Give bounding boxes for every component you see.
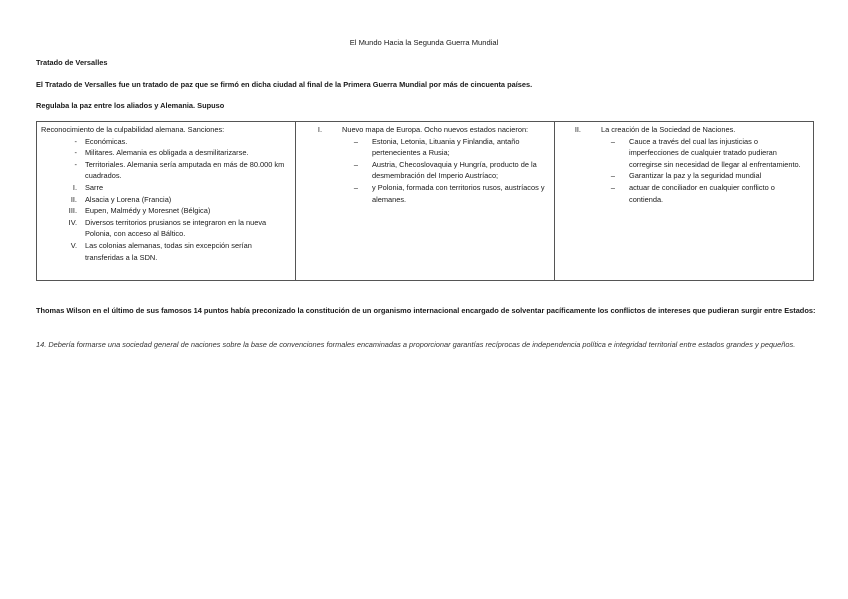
- new-map-heading: Nuevo mapa de Europa. Ocho nuevos estados nacieron:: [342, 125, 529, 134]
- list-item: – Garantizar la paz y la seguridad mundial: [559, 170, 809, 182]
- league-heading: La creación de la Sociedad de Naciones.: [601, 125, 736, 134]
- list-item: – actuar de conciliador en cualquier conflicto o contienda.: [559, 182, 809, 205]
- new-map-heading-row: [300, 124, 550, 136]
- roman-marker: II.: [574, 125, 581, 134]
- dash-marker: –: [353, 159, 358, 169]
- intro-paragraph: El Tratado de Versalles fue un tratado de paz que se firmó en dicha ciudad al final de la Primera Guerra Mundial por más de cincuenta países.: [36, 80, 533, 89]
- sanctions-heading: Reconocimiento de la culpabilidad alemana. Sanciones:: [41, 125, 225, 134]
- list-item: – y Polonia, formada con territorios rusos, austríacos y alemanes.: [300, 182, 550, 205]
- league-of-nations-cell: [555, 122, 814, 281]
- roman-marker: I.: [317, 125, 322, 134]
- list-item: V. Las colonias alemanas, todas sin excepción serían transferidas a la SDN.: [41, 240, 291, 263]
- roman-marker: III.: [68, 206, 77, 216]
- roman-marker: V.: [70, 240, 77, 250]
- roman-marker: I.: [72, 182, 77, 192]
- regulaba-paragraph: Regulaba la paz entre los aliados y Alemania. Supuso: [36, 101, 225, 110]
- sanctions-cell: [37, 122, 296, 281]
- list-item: – Austria, Checoslovaquia y Hungría, producto de la desmembración del Imperio Austríaco;: [300, 159, 550, 182]
- dash-marker: –: [610, 171, 615, 181]
- dash-marker: -: [74, 148, 77, 158]
- list-item: III. Eupen, Malmédy y Moresnet (Bélgica): [41, 205, 291, 217]
- league-heading-row: [559, 124, 809, 136]
- list-item: - Territoriales. Alemania sería amputada en más de 80.000 km cuadrados.: [41, 159, 291, 182]
- dash-marker: –: [353, 136, 358, 146]
- list-item: - Económicas.: [41, 136, 291, 148]
- list-item: IV. Diversos territorios prusianos se integraron en la nueva Polonia, con acceso al Báltico.: [41, 217, 291, 240]
- new-map-cell: [296, 122, 555, 281]
- dash-marker: -: [74, 136, 77, 146]
- roman-marker: II.: [70, 194, 77, 204]
- dash-marker: –: [353, 182, 358, 192]
- list-item: – Estonia, Letonia, Lituania y Finlandia, antaño pertenecientes a Rusia;: [300, 136, 550, 159]
- roman-marker: IV.: [68, 217, 77, 227]
- dash-marker: –: [610, 182, 615, 192]
- dash-marker: –: [610, 136, 615, 146]
- dash-marker: -: [74, 159, 77, 169]
- section-subtitle: Tratado de Versalles: [36, 58, 108, 67]
- list-item: - Militares. Alemania es obligada a desmilitarizarse.: [41, 147, 291, 159]
- versailles-table: [36, 121, 814, 281]
- list-item: I. Sarre: [41, 182, 291, 194]
- list-item: – Cauce a través del cual las injusticias o imperfecciones de cualquier tratado pudieran corregirse sin necesidad de llegar al enfrentamiento.: [559, 136, 809, 171]
- document-title: El Mundo Hacia la Segunda Guerra Mundial: [349, 38, 499, 47]
- wilson-paragraph: Thomas Wilson en el último de sus famosos 14 puntos había preconizado la constitución de un organismo internacional encargado de solventar pacíficamente los conflictos de intereses que pudieran surgir entre Estados:: [36, 306, 816, 315]
- point-14-quote: 14. Debería formarse una sociedad general de naciones sobre la base de convenciones formales encaminadas a proporcionar garantías recíprocas de independencia política e integridad territorial entre estados grandes y pequeños.: [36, 340, 796, 349]
- list-item: II. Alsacia y Lorena (Francia): [41, 194, 291, 206]
